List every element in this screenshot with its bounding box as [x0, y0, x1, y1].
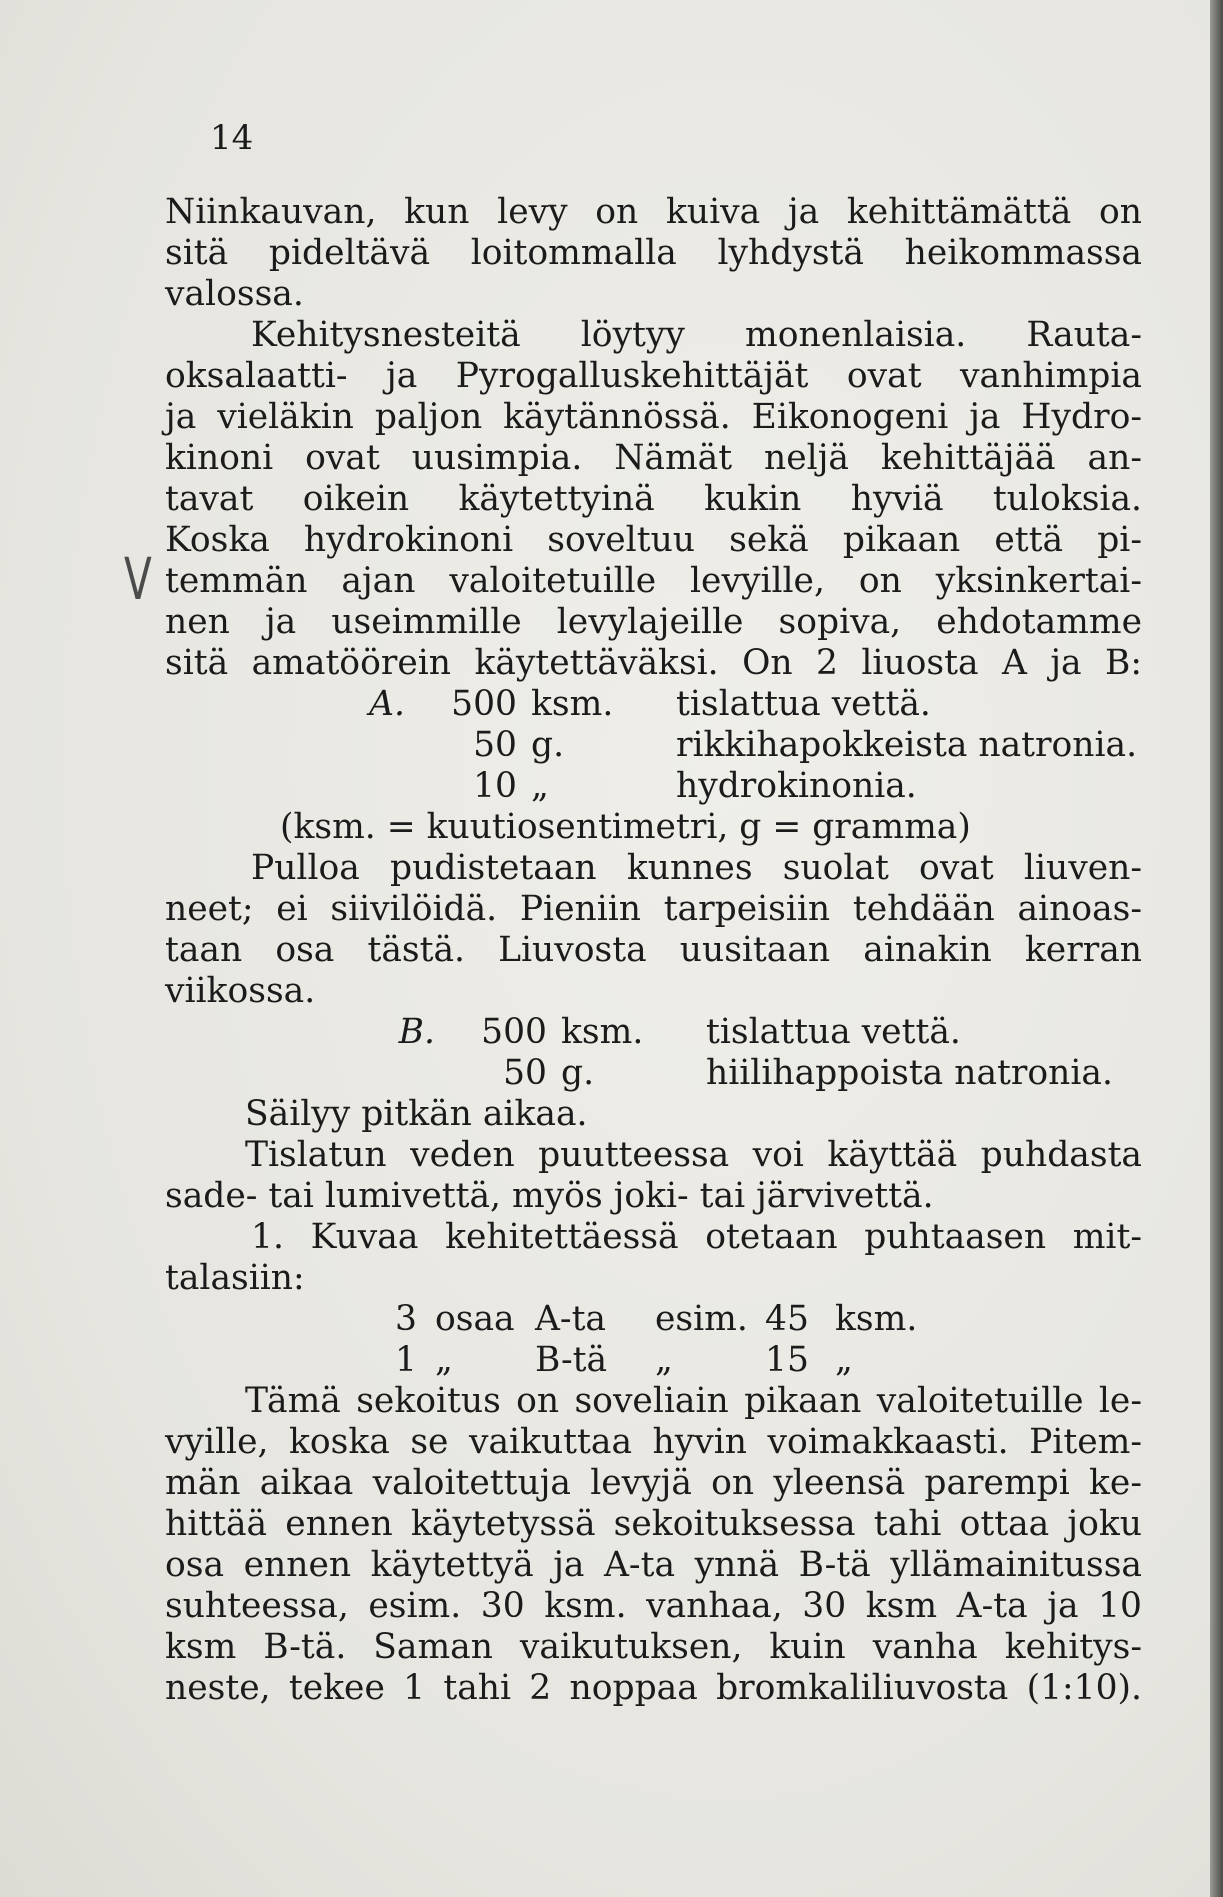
formula-label: A. — [369, 684, 405, 724]
text-line: oksalaatti- ja Pyrogalluskehittäjät ovat vanhimpia — [165, 356, 1142, 396]
formula-ingredient: tislattua vettä. — [706, 1012, 961, 1052]
formula-b-row — [165, 1012, 1142, 1053]
text-line: valossa. — [165, 274, 304, 314]
text-line: talasiin: — [165, 1258, 305, 1298]
formula-quantity: 10 — [473, 766, 517, 806]
formula-quantity: 500 — [451, 684, 517, 724]
mix-amount-unit: ksm. — [835, 1299, 918, 1339]
text-line: Kehitysnesteitä löytyy monenlaisia. Rauta- — [251, 315, 1142, 355]
mix-note: esim. — [655, 1299, 748, 1339]
page-edge-shadow — [1210, 0, 1223, 1897]
formula-ingredient: hiilihappoista natronia. — [706, 1053, 1113, 1093]
mix-amount: 45 — [765, 1299, 809, 1339]
formula-label — [355, 1053, 447, 1094]
text-line: sade- tai lumivettä, myös joki- tai järvivettä. — [165, 1176, 934, 1216]
mix-row — [165, 1299, 1142, 1340]
text-line: sitä amatöörein käytettäväksi. On 2 liuosta A ja B: — [165, 643, 1142, 683]
formula-unit: g. — [561, 1053, 595, 1093]
text-line: tavat oikein käytettyinä kukin hyviä tuloksia. — [165, 479, 1142, 519]
text-line: neet; ei siivilöidä. Pieniin tarpeisiin tehdään ainoas- — [165, 889, 1142, 929]
text-line: Tämä sekoitus on soveliain pikaan valoitetuille le- — [245, 1381, 1142, 1421]
mix-quantity: 1 — [395, 1340, 417, 1380]
formula-a-row — [165, 725, 1142, 766]
text-line: viikossa. — [165, 971, 316, 1011]
formula-label — [325, 766, 417, 807]
mix-amount-unit: „ — [835, 1340, 853, 1380]
text-line: sitä pideltävä loitommalla lyhdystä heikommassa — [165, 233, 1142, 273]
text-line: 1. Kuvaa kehitettäessä otetaan puhtaasen mit- — [251, 1217, 1142, 1257]
formula-quantity: 500 — [481, 1012, 547, 1052]
text-line: ja vieläkin paljon käytännössä. Eikonogeni ja Hydro- — [165, 397, 1142, 437]
formula-label: B. — [398, 1012, 435, 1052]
text-line: suhteessa, esim. 30 ksm. vanhaa, 30 ksm A-ta ja 10 — [165, 1586, 1142, 1626]
formula-quantity: 50 — [473, 725, 517, 765]
formula-a-row — [165, 684, 1142, 725]
body-text — [165, 192, 1142, 1709]
text-line: ksm B-tä. Saman vaikutuksen, kuin vanha kehitys- — [165, 1627, 1142, 1667]
formula-quantity: 50 — [503, 1053, 547, 1093]
text-line: osa ennen käytettyä ja A-ta ynnä B-tä yllämainitussa — [165, 1545, 1142, 1585]
margin-annotation: V — [123, 545, 152, 613]
text-line: Koska hydrokinoni soveltuu sekä pikaan että pi- — [165, 520, 1142, 560]
mix-note: „ — [655, 1340, 673, 1380]
text-line: Tislatun veden puutteessa voi käyttää puhdasta — [245, 1135, 1142, 1175]
formula-unit: g. — [531, 725, 565, 765]
formula-unit: „ — [531, 766, 549, 806]
formula-unit: ksm. — [561, 1012, 644, 1052]
text-line: taan osa tästä. Liuvosta uusitaan ainakin kerran — [165, 930, 1142, 970]
mix-part: B-tä — [535, 1340, 608, 1380]
text-line: vyille, koska se vaikuttaa hyvin voimakkaasti. Pitem- — [165, 1422, 1142, 1462]
text-line: temmän ajan valoitetuille levyille, on yksinkertai- — [165, 561, 1142, 601]
text-line: män aikaa valoitettuja levyjä on yleensä parempi ke- — [165, 1463, 1142, 1503]
formula-unit: ksm. — [531, 684, 614, 724]
formula-b-row — [165, 1053, 1142, 1094]
text-line: neste, tekee 1 tahi 2 noppaa bromkaliliuvosta (1:10). — [165, 1668, 1142, 1708]
text-line: Säilyy pitkän aikaa. — [245, 1094, 588, 1134]
formula-ingredient: rikkihapokkeista natronia. — [676, 725, 1138, 765]
text-line: kinoni ovat uusimpia. Nämät neljä kehittäjää an- — [165, 438, 1142, 478]
mix-unit: osaa — [435, 1299, 515, 1339]
formula-ingredient: tislattua vettä. — [676, 684, 931, 724]
formula-a-row — [165, 766, 1142, 807]
mix-row — [165, 1340, 1142, 1381]
text-line: hittää ennen käytetyssä sekoituksessa tahi ottaa joku — [165, 1504, 1142, 1544]
mix-amount: 15 — [765, 1340, 809, 1380]
text-line: nen ja useimmille levylajeille sopiva, ehdotamme — [165, 602, 1142, 642]
formula-label — [325, 725, 417, 766]
formula-ingredient: hydrokinonia. — [676, 766, 917, 806]
mix-part: A-ta — [535, 1299, 607, 1339]
text-line: Niinkauvan, kun levy on kuiva ja kehittämättä on — [165, 192, 1142, 232]
abbreviation-note: (ksm. = kuutiosentimetri, g = gramma) — [280, 807, 971, 847]
mix-unit: „ — [435, 1340, 453, 1380]
mix-quantity: 3 — [395, 1299, 417, 1339]
page-number: 14 — [210, 118, 254, 158]
text-line: Pulloa pudistetaan kunnes suolat ovat liuven- — [251, 848, 1142, 888]
